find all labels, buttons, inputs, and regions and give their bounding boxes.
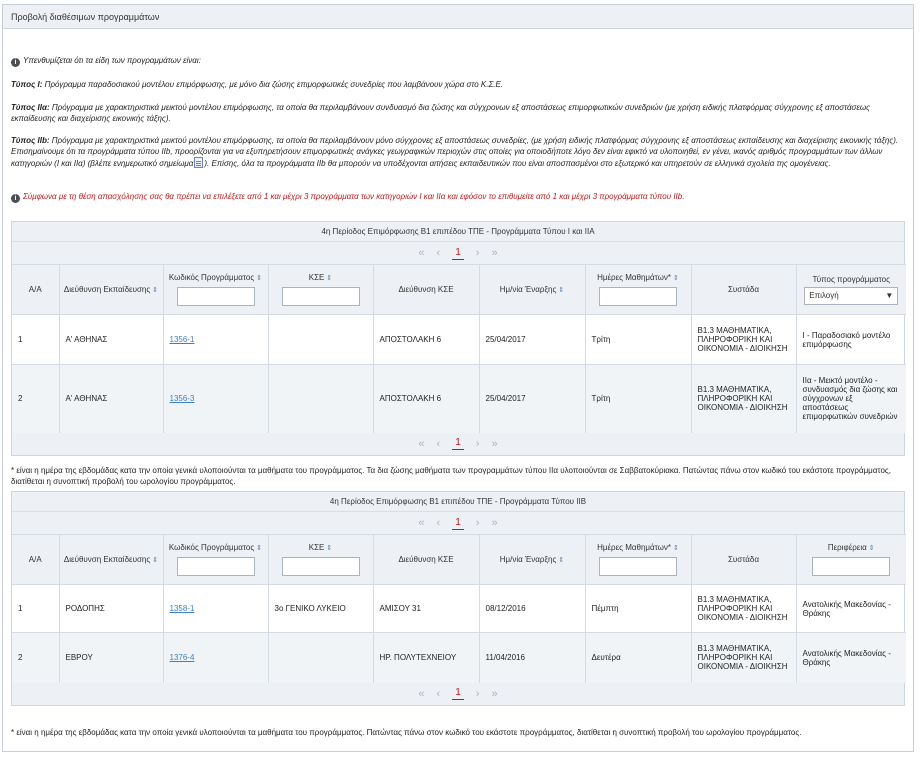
pager-current-page[interactable]: 1 xyxy=(452,687,464,700)
table-row xyxy=(12,365,906,433)
col-program-type: Τύπος προγράμματος Επιλογή ▼ xyxy=(796,265,906,315)
pager-next-button[interactable]: › xyxy=(475,437,480,450)
sort-icon[interactable]: ⇕ xyxy=(673,275,679,282)
cell-day: Τρίτη xyxy=(585,315,691,365)
kse-filter-input[interactable] xyxy=(282,557,360,576)
cell-date: 25/04/2017 xyxy=(479,315,585,365)
col-cluster: Συστάδα xyxy=(691,535,796,585)
info-block xyxy=(3,55,908,203)
sort-icon[interactable]: ⇕ xyxy=(673,545,679,552)
cell-type: ΙΙα - Μεικτό μοντέλο - συνδυασμός δια ζώσης και σύγχρονων εξ αποστάσεως επιμορφωτικών συνεδριών xyxy=(796,365,906,433)
info-type2a: Τύπος ΙΙα: Πρόγραμμα με χαρακτηριστικά μεικτού μοντέλου επιμόρφωσης, τα οποία θα περιλαμβάνουν συνδυασμό δια ζώσης και σύγχρονων εξ αποστάσεως επιμορφωτικών συνεδριών (με χρήση ειδικής πλατφόρμας σύγχρονης εξ αποστάσεως εκπαίδευσης και διαχείρισης εικονικής τάξης). xyxy=(11,103,871,123)
footnote-2: * είναι η ημέρα της εβδομάδας κατα την οποία γενικά υλοποιούνται τα μαθήματα του προγράμματος. Πατώντας πάνω στον κωδικό του εκάστοτε προγράμματος, διατίθεται η συνοπτική προβολή του ωρολογίου προγράμματος. xyxy=(11,728,802,737)
cell-address: ΗΡ. ΠΟΛΥΤΕΧΝΕΙΟΥ xyxy=(373,633,479,683)
sort-icon[interactable]: ⇕ xyxy=(326,275,333,282)
pager-first-button[interactable]: « xyxy=(418,687,425,700)
cell-address: ΑΜΙΣΟΥ 31 xyxy=(373,585,479,633)
pager-top xyxy=(12,242,904,264)
cell-kse xyxy=(268,633,373,683)
pager-current-page[interactable]: 1 xyxy=(452,517,464,530)
pager-next-button[interactable]: › xyxy=(475,247,480,259)
col-days[interactable]: Ημέρες Μαθημάτων* ⇕ xyxy=(585,535,691,585)
sort-icon[interactable]: ⇕ xyxy=(152,286,159,294)
col-kse-address: Διεύθυνση ΚΣΕ xyxy=(373,265,479,315)
cell-day: Τρίτη xyxy=(585,365,691,433)
table-row xyxy=(12,585,906,633)
table-header-row xyxy=(12,535,906,585)
pager-next-button[interactable]: › xyxy=(475,517,480,529)
cell-kse xyxy=(268,315,373,365)
pager-current-page[interactable]: 1 xyxy=(452,437,464,450)
table1-title: 4η Περίοδος Επιμόρφωσης Β1 επιπέδου ΤΠΕ - Προγράμματα Τύπου Ι και ΙΙΑ xyxy=(12,222,904,242)
cell-directorate: Α' ΑΘΗΝΑΣ xyxy=(59,365,163,433)
cell-address: ΑΠΟΣΤΟΛΑΚΗ 6 xyxy=(373,365,479,433)
col-region[interactable]: Περιφέρεια ⇕ xyxy=(796,535,906,585)
program-code-link[interactable]: 1356-1 xyxy=(169,335,195,344)
table1-panel xyxy=(11,221,905,456)
code-filter-input[interactable] xyxy=(177,557,255,576)
cell-directorate: Α' ΑΘΗΝΑΣ xyxy=(59,315,163,365)
pager-last-button[interactable]: » xyxy=(491,437,498,450)
program-code-link[interactable]: 1376-4 xyxy=(169,653,195,663)
cell-date: 08/12/2016 xyxy=(479,585,585,633)
table1 xyxy=(12,264,906,433)
cell-cluster: Β1.3 ΜΑΘΗΜΑΤΙΚΑ, ΠΛΗΡΟΦΟΡΙΚΗ ΚΑΙ ΟΙΚΟΝΟΜΙΑ - ΔΙΟΙΚΗΣΗ xyxy=(691,315,796,365)
info-icon: i xyxy=(11,58,20,67)
cell-code xyxy=(163,585,268,633)
pager-prev-button[interactable]: ‹ xyxy=(436,517,441,529)
cell-directorate: ΕΒΡΟΥ xyxy=(59,633,163,683)
cell-day: Πέμπτη xyxy=(585,585,691,633)
cell-day: Δευτέρα xyxy=(585,633,691,683)
col-aa: Α/Α xyxy=(12,265,59,315)
cell-cluster: Β1.3 ΜΑΘΗΜΑΤΙΚΑ, ΠΛΗΡΟΦΟΡΙΚΗ ΚΑΙ ΟΙΚΟΝΟΜΙΑ - ΔΙΟΙΚΗΣΗ xyxy=(691,365,796,433)
cell-cluster: Β1.3 ΜΑΘΗΜΑΤΙΚΑ, ΠΛΗΡΟΦΟΡΙΚΗ ΚΑΙ ΟΙΚΟΝΟΜΙΑ - ΔΙΟΙΚΗΣΗ xyxy=(691,585,796,633)
code-filter-input[interactable] xyxy=(177,287,255,306)
pager-last-button[interactable]: » xyxy=(491,687,498,700)
table2-panel xyxy=(11,491,905,706)
col-code[interactable]: Κωδικός Προγράμματος ⇕ xyxy=(163,265,268,315)
cell-kse xyxy=(268,365,373,433)
sort-icon[interactable]: ⇕ xyxy=(256,545,263,552)
cell-directorate: ΡΟΔΟΠΗΣ xyxy=(59,585,163,633)
sort-icon[interactable]: ⇕ xyxy=(558,556,565,564)
cell-date: 25/04/2017 xyxy=(479,365,585,433)
cell-aa: 2 xyxy=(12,365,59,433)
program-code-link[interactable]: 1358-1 xyxy=(169,604,195,613)
pager-current-page[interactable]: 1 xyxy=(452,247,464,260)
sort-icon[interactable]: ⇕ xyxy=(868,545,875,552)
pager-bottom xyxy=(12,433,904,455)
programs-window xyxy=(2,4,914,752)
col-directorate[interactable]: Διεύθυνση Εκπαίδευσης ⇕ xyxy=(59,535,163,585)
table2 xyxy=(12,534,906,683)
col-kse[interactable]: ΚΣΕ ⇕ xyxy=(268,535,373,585)
region-filter-input[interactable] xyxy=(812,557,890,576)
pdf-icon[interactable] xyxy=(194,157,203,168)
cell-aa: 2 xyxy=(12,633,59,683)
col-kse[interactable]: ΚΣΕ ⇕ xyxy=(268,265,373,315)
table-row xyxy=(12,315,906,365)
table-row xyxy=(12,633,906,683)
sort-icon[interactable]: ⇕ xyxy=(152,556,159,564)
info-type2b: Τύπος ΙΙb: Πρόγραμμα με χαρακτηριστικά μεικτού μοντέλου επιμόρφωσης, τα οποία θα περιλαμβάνουν μόνο σύγχρονες εξ αποστάσεως συνεδρίες, (με χρήση ειδικής πλατφόρμας σύγχρονης εξ αποστάσεως εκπαίδευσης και διαχείρισης εικονικής τάξης). Επισημαίνουμε ότι τα προγράμματα τύπου ΙΙb, προορίζονται για να εξυπηρετήσουν επιμορφωτικές ανάγκες γεωγραφικών περιοχών στις οποίες για οποιοδήποτε λόγο δεν είναι εφικτό να υλοποιηθεί, εν γένει, ικανός αριθμός προγραμμάτων των άλλων κατηγοριών (Ι και ΙΙα) (βλέπε ενημερωτικό σημείωμα ). Επίσης, όλα τα προγράμματα ΙΙb θα μπορούν να υποδέχονται αιτήσεις εκπαιδευτικών που είναι αποσπασμένοι στο εξωτερικό και υπηρετούν σε ελληνικά σχολεία της ομογένειας. xyxy=(11,136,899,168)
info-intro: i Υπενθυμίζεται ότι τα είδη των προγραμμάτων είναι: xyxy=(11,55,900,67)
col-days[interactable]: Ημέρες Μαθημάτων* ⇕ xyxy=(585,265,691,315)
cell-type: Ι - Παραδοσιακό μοντέλο επιμόρφωσης xyxy=(796,315,906,365)
kse-filter-input[interactable] xyxy=(282,287,360,306)
days-filter-input[interactable] xyxy=(599,557,677,576)
pager-first-button[interactable]: « xyxy=(418,247,425,259)
cell-cluster: Β1.3 ΜΑΘΗΜΑΤΙΚΑ, ΠΛΗΡΟΦΟΡΙΚΗ ΚΑΙ ΟΙΚΟΝΟΜΙΑ - ΔΙΟΙΚΗΣΗ xyxy=(691,633,796,683)
cell-aa: 1 xyxy=(12,585,59,633)
cell-kse: 3ο ΓΕΝΙΚΟ ΛΥΚΕΙΟ xyxy=(268,585,373,633)
pager-prev-button[interactable]: ‹ xyxy=(436,437,441,450)
footnote-1: * είναι η ημέρα της εβδομάδας κατα την οποία γενικά υλοποιούνται τα μαθήματα του προγράμματος. Τα δια ζώσης μαθήματα των προγραμμάτων τύπου ΙΙα υλοποιούνται σε Σαββατοκύριακα. Πατώντας πάνω στον κωδικό του εκάστοτε προγράμματος, διατίθεται η συνοπτική προβολή του ωρολογίου προγράμματος. xyxy=(11,466,891,486)
col-aa: Α/Α xyxy=(12,535,59,585)
cell-code xyxy=(163,633,268,683)
cell-region: Ανατολικής Μακεδονίας - Θράκης xyxy=(796,633,906,683)
pager-prev-button[interactable]: ‹ xyxy=(436,247,441,259)
pager-last-button[interactable]: » xyxy=(491,247,498,259)
chevron-down-icon: ▼ xyxy=(885,291,894,300)
cell-address: ΑΠΟΣΤΟΛΑΚΗ 6 xyxy=(373,315,479,365)
program-code-link[interactable]: 1356-3 xyxy=(169,394,195,404)
cell-aa: 1 xyxy=(12,315,59,365)
col-start-date[interactable]: Ημ/νία Έναρξης ⇕ xyxy=(479,535,585,585)
pager-first-button[interactable]: « xyxy=(418,437,425,450)
program-type-select[interactable]: Επιλογή ▼ xyxy=(804,287,898,305)
col-start-date[interactable]: Ημ/νία Έναρξης ⇕ xyxy=(479,265,585,315)
table2-title: 4η Περίοδος Επιμόρφωσης Β1 επιπέδου ΤΠΕ - Προγράμματα Τύπου ΙΙΒ xyxy=(12,492,904,512)
pager-last-button[interactable]: » xyxy=(491,517,498,529)
pager-first-button[interactable]: « xyxy=(418,517,425,529)
cell-date: 11/04/2016 xyxy=(479,633,585,683)
sort-icon[interactable]: ⇕ xyxy=(326,545,333,552)
window-title: Προβολή διαθέσιμων προγραμμάτων xyxy=(3,5,913,29)
pager-bottom xyxy=(12,683,904,705)
table-header-row xyxy=(12,265,906,315)
days-filter-input[interactable] xyxy=(599,287,677,306)
col-cluster: Συστάδα xyxy=(691,265,796,315)
pager-prev-button[interactable]: ‹ xyxy=(436,687,441,700)
info-warning: i Σύμφωνα με τη θέση απασχόλησης σας θα πρέπει να επιλέξετε από 1 και μέχρι 3 προγράμματα των κατηγοριών Ι και ΙΙα και εφόσον το επιθυμείτε από 1 και μέχρι 3 προγράμματα τύπου ΙΙb. xyxy=(11,191,900,203)
cell-code xyxy=(163,365,268,433)
col-directorate[interactable]: Διεύθυνση Εκπαίδευσης ⇕ xyxy=(59,265,163,315)
pager-next-button[interactable]: › xyxy=(475,687,480,700)
info-type1: Τύπος Ι: Πρόγραμμα παραδοσιακού μοντέλου επιμόρφωσης, με μόνο δια ζώσης επιμορφωτικές συνεδρίες που λαμβάνουν χώρα στο Κ.Σ.Ε. xyxy=(11,80,504,89)
sort-icon[interactable]: ⇕ xyxy=(256,275,263,282)
col-code[interactable]: Κωδικός Προγράμματος ⇕ xyxy=(163,535,268,585)
cell-region: Ανατολικής Μακεδονίας - Θράκης xyxy=(796,585,906,633)
info-icon: i xyxy=(11,194,20,203)
pager-top xyxy=(12,512,904,534)
sort-icon[interactable]: ⇕ xyxy=(558,286,565,294)
cell-code xyxy=(163,315,268,365)
col-kse-address: Διεύθυνση ΚΣΕ xyxy=(373,535,479,585)
